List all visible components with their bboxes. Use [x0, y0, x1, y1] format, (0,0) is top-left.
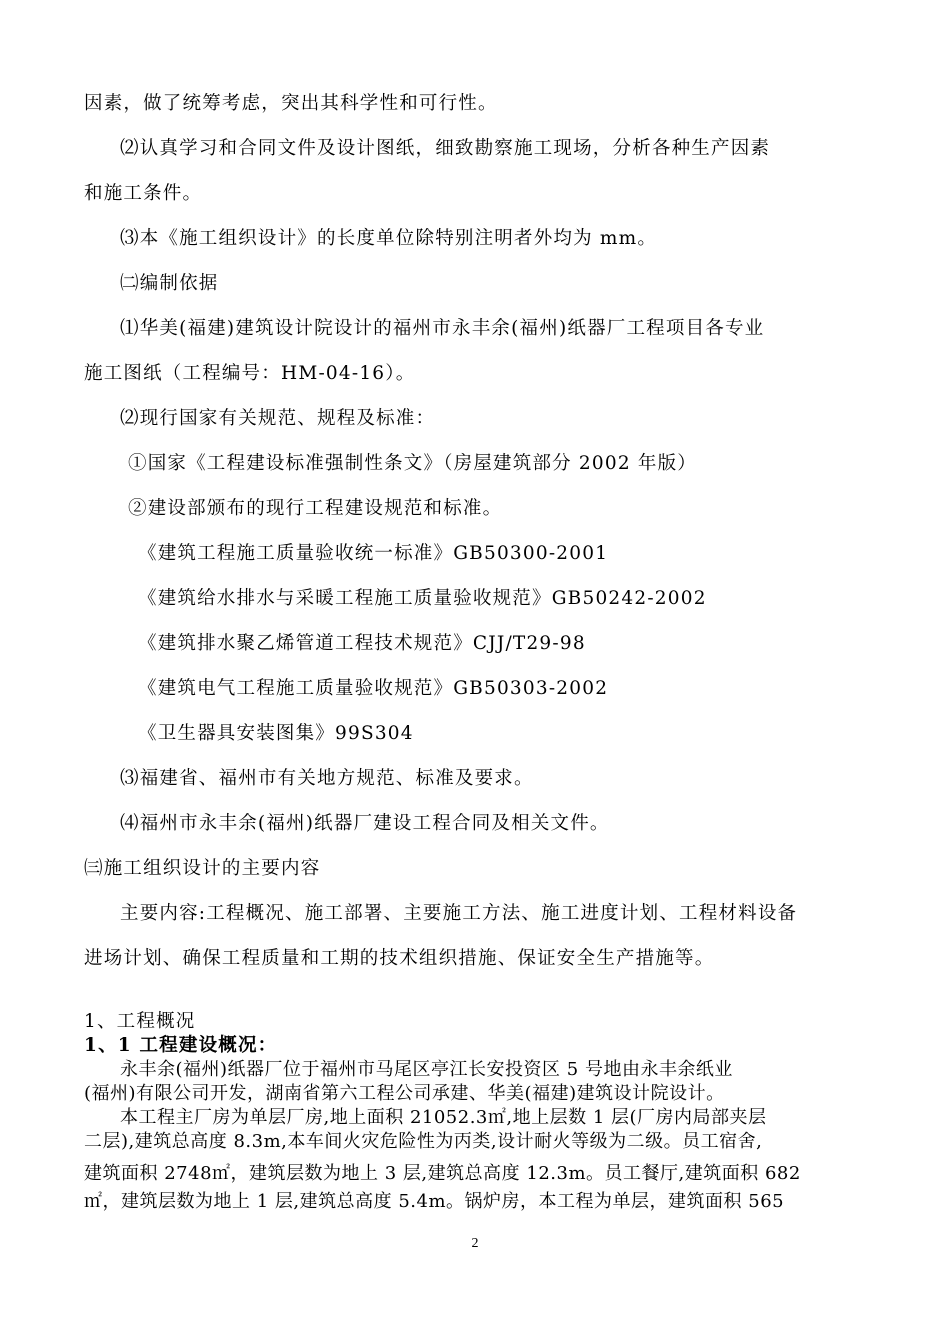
standard-item: 《建筑工程施工质量验收统一标准》GB50300-2001	[138, 543, 609, 564]
chapter-heading: 1、工程概况	[84, 1011, 196, 1032]
page-number: 2	[471, 1236, 479, 1251]
standard-item: 《建筑电气工程施工质量验收规范》GB50303-2002	[138, 678, 609, 699]
text-line: ⑴华美(福建)建筑设计院设计的福州市永丰余(福州)纸器厂工程项目各专业	[120, 318, 765, 339]
section-heading: ㈢施工组织设计的主要内容	[84, 858, 321, 879]
text-line: 和施工条件。	[84, 183, 203, 204]
text-line: ②建设部颁布的现行工程建设规范和标准。	[128, 498, 503, 519]
text-line: 二层),建筑总高度 8.3m,本车间火灾危险性为丙类,设计耐火等级为二级。员工宿舍,	[84, 1131, 763, 1152]
subsection-heading: 1、1 工程建设概况：	[84, 1035, 278, 1056]
text-line: (福州)有限公司开发，湖南省第六工程公司承建、华美(福建)建筑设计院设计。	[84, 1083, 725, 1104]
text-line: ⑵认真学习和合同文件及设计图纸，细致勘察施工现场，分析各种生产因素	[120, 138, 771, 159]
text-line: 主要内容:工程概况、施工部署、主要施工方法、施工进度计划、工程材料设备	[120, 903, 798, 924]
standard-item: 《卫生器具安装图集》99S304	[138, 723, 414, 744]
text-line: ⑷福州市永丰余(福州)纸器厂建设工程合同及相关文件。	[120, 813, 610, 834]
text-line: 建筑面积 2748㎡，建筑层数为地上 3 层,建筑总高度 12.3m。员工餐厅,建筑面积 682	[84, 1163, 801, 1184]
text-line: ⑶福建省、福州市有关地方规范、标准及要求。	[120, 768, 534, 789]
text-line: ⑶本《施工组织设计》的长度单位除特别注明者外均为 mm。	[120, 228, 658, 249]
standard-item: 《建筑排水聚乙烯管道工程技术规范》CJJ/T29-98	[138, 633, 586, 654]
text-line: 因素，做了统筹考虑，突出其科学性和可行性。	[84, 93, 498, 114]
section-heading: ㈡编制依据	[120, 273, 219, 294]
text-line: ㎡，建筑层数为地上 1 层,建筑总高度 5.4m。锅炉房，本工程为单层，建筑面积 565	[84, 1191, 785, 1212]
text-line: ①国家《工程建设标准强制性条文》（房屋建筑部分 2002 年版）	[128, 453, 697, 474]
text-line: ⑵现行国家有关规范、规程及标准：	[120, 408, 436, 429]
standard-item: 《建筑给水排水与采暖工程施工质量验收规范》GB50242-2002	[138, 588, 707, 609]
text-line: 本工程主厂房为单层厂房,地上面积 21052.3㎡,地上层数 1 层(厂房内局部夹层	[120, 1107, 767, 1128]
text-line: 施工图纸（工程编号：HM-04-16）。	[84, 363, 416, 384]
text-line: 永丰余(福州)纸器厂位于福州市马尾区亭江长安投资区 5 号地由永丰余纸业	[120, 1059, 733, 1080]
text-line: 进场计划、确保工程质量和工期的技术组织措施、保证安全生产措施等。	[84, 948, 715, 969]
